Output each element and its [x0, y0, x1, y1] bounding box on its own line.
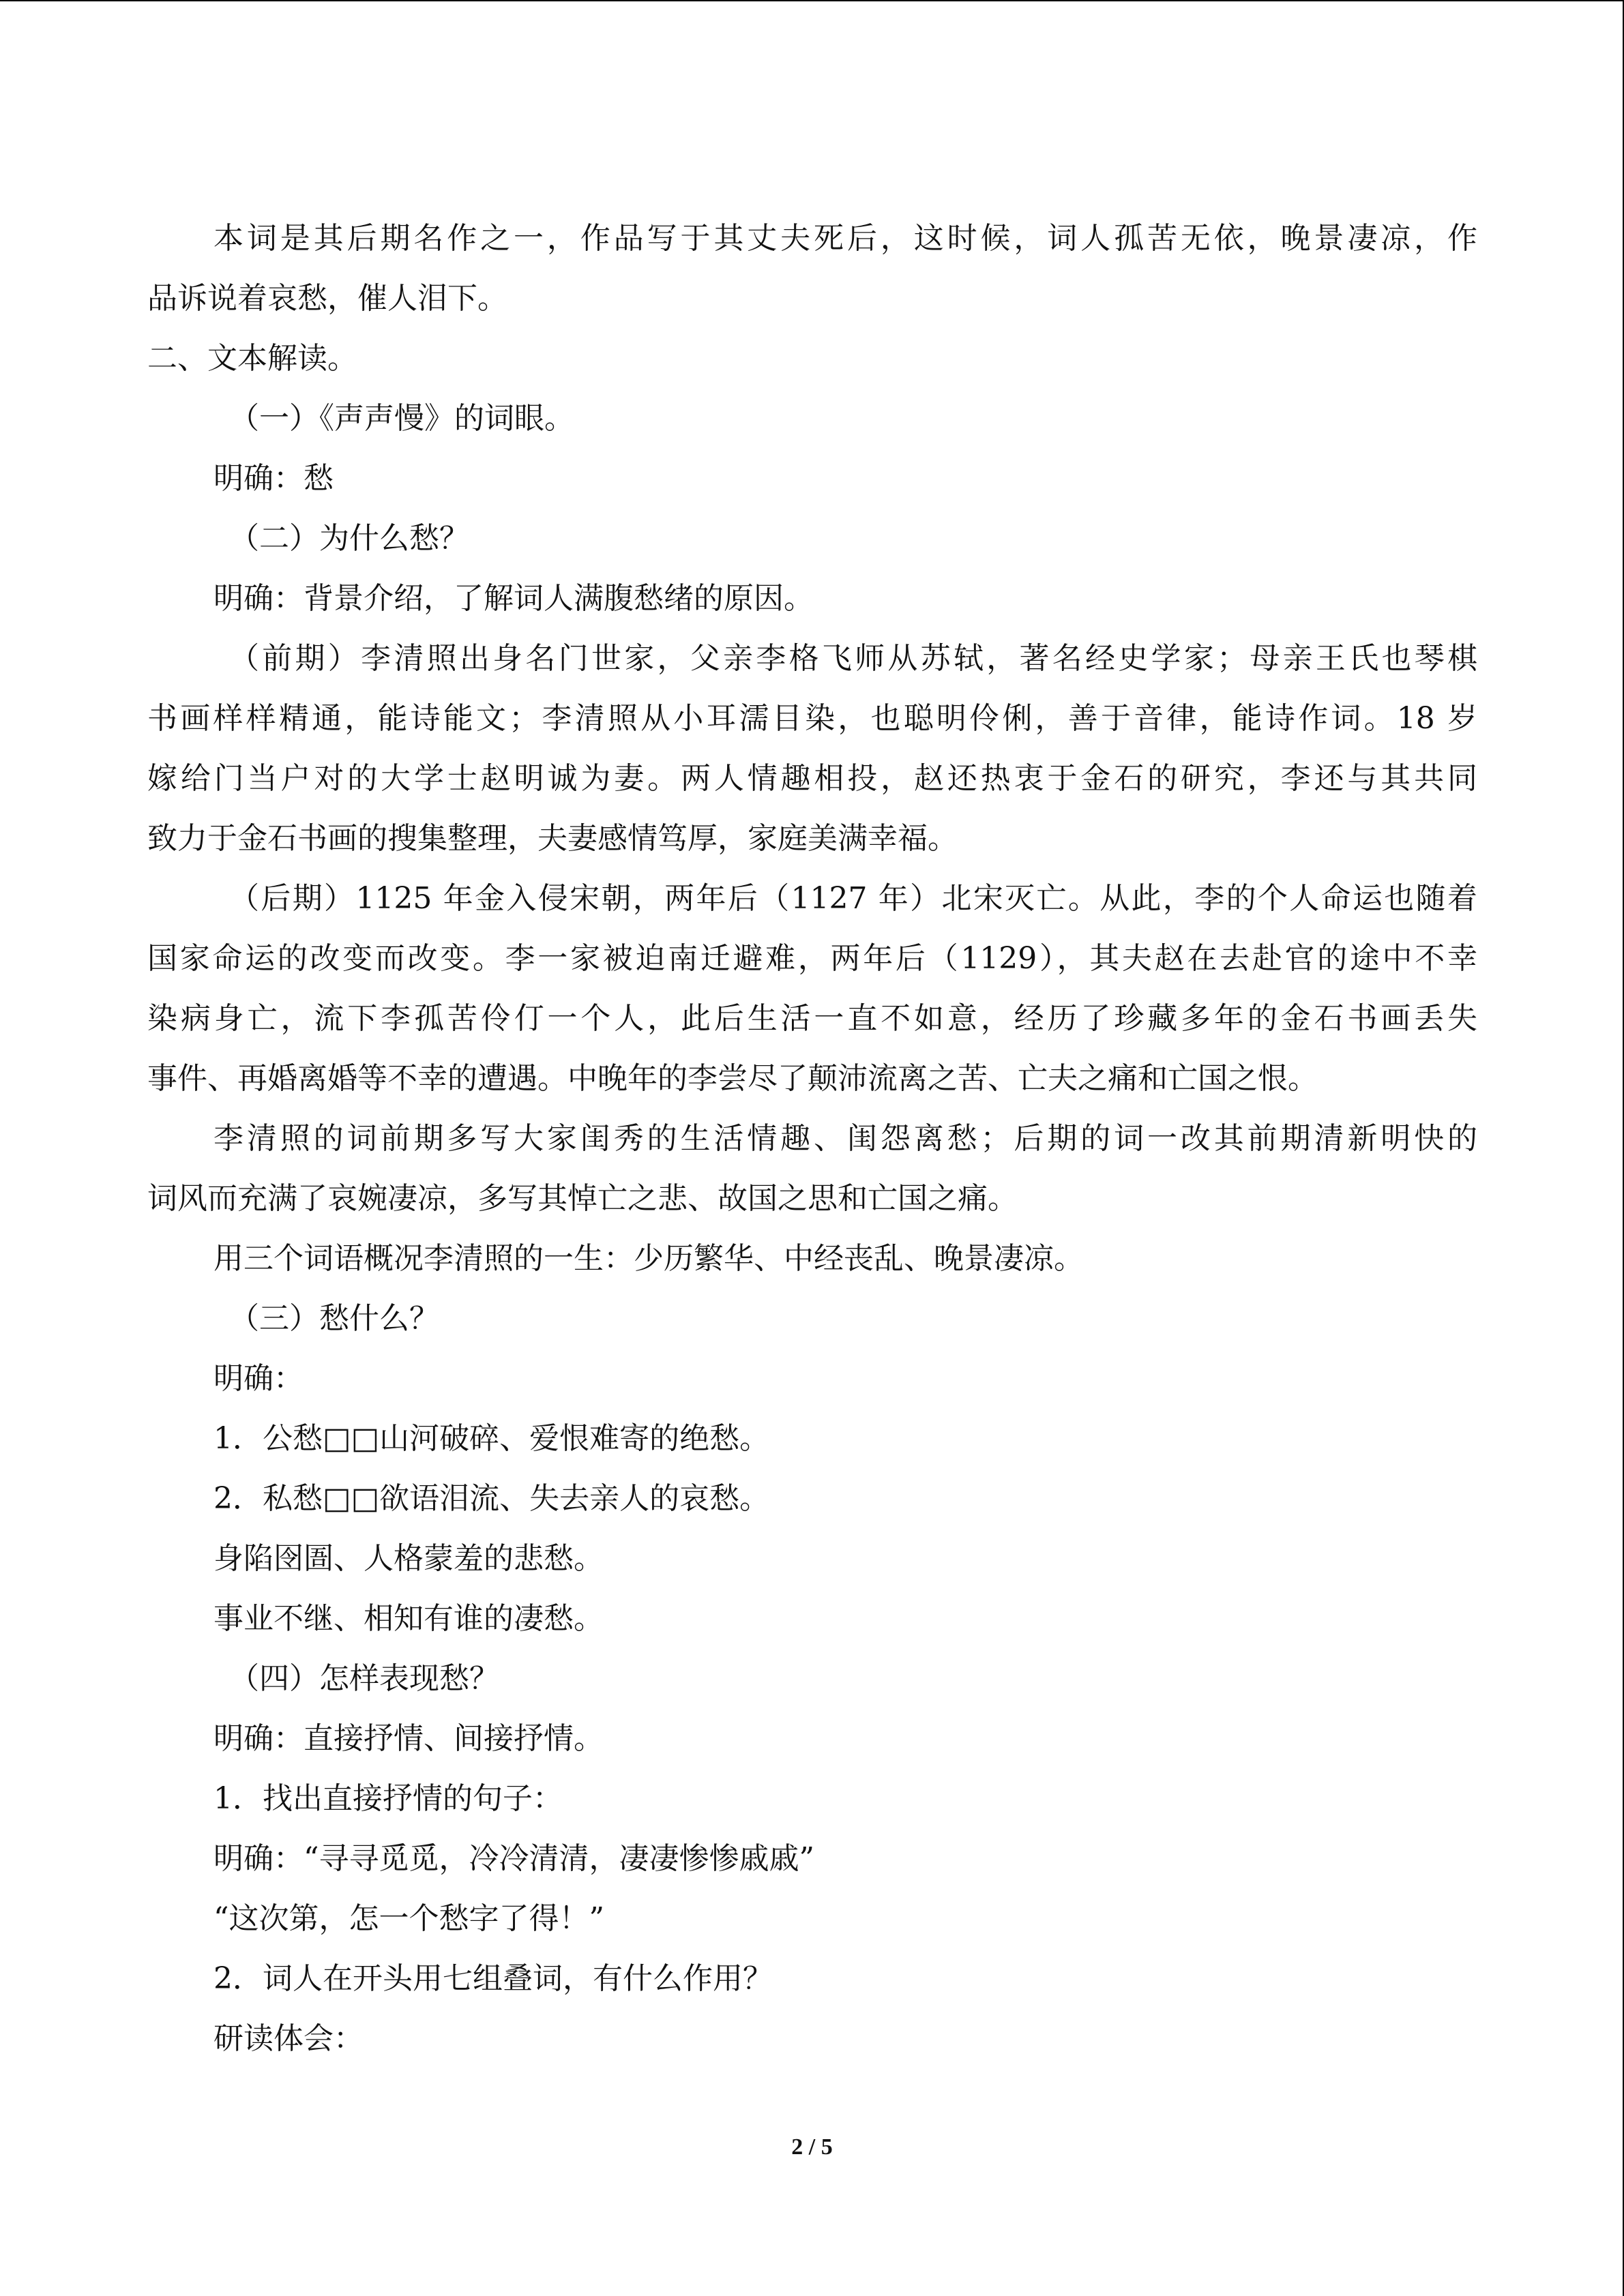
text-line: 明确：“寻寻觅觅，冷冷清清，凄凄惨惨戚戚” — [213, 1841, 814, 1876]
text-line: 1．公愁□□山河破碎、爱恨难寄的绝愁。 — [213, 1421, 770, 1456]
text-line: （一）《声声慢》的词眼。 — [229, 401, 574, 436]
text-line: 二、文本解读。 — [147, 341, 357, 376]
text-line: 致力于金石书画的搜集整理，夫妻感情笃厚，家庭美满幸福。 — [147, 821, 958, 856]
text-line: 嫁给门当户对的大学士赵明诚为妻。两人情趣相投，赵还热衷于金石的研究，李还与其共同 — [147, 761, 1477, 796]
text-line: 书画样样精通，能诗能文；李清照从小耳濡目染，也聪明伶俐，善于音律，能诗作词。18 岁 — [147, 701, 1477, 736]
text-line: 国家命运的改变而改变。李一家被迫南迁避难，两年后（1129），其夫赵在去赴官的途中不幸 — [147, 941, 1477, 976]
text-line: 研读体会： — [213, 2021, 364, 2056]
text-line: 李清照的词前期多写大家闺秀的生活情趣、闺怨离愁；后期的词一改其前期清新明快的 — [213, 1121, 1477, 1156]
text-line: 词风而充满了哀婉凄凉，多写其悼亡之悲、故国之思和亡国之痛。 — [147, 1181, 1018, 1216]
text-line: 染病身亡，流下李孤苦伶仃一个人，此后生活一直不如意，经历了珍藏多年的金石书画丢失 — [147, 1001, 1477, 1036]
text-line: 明确： — [213, 1361, 304, 1396]
top-border — [0, 0, 1624, 1]
text-line: （二）为什么愁？ — [229, 521, 469, 556]
text-line: 2．私愁□□欲语泪流、失去亲人的哀愁。 — [213, 1481, 770, 1516]
text-line: 明确：愁 — [213, 461, 334, 496]
text-line: 品诉说着哀愁，催人泪下。 — [147, 281, 507, 316]
text-line: （前期）李清照出身名门世家，父亲李格飞师从苏轼，著名经史学家；母亲王氏也琴棋 — [229, 641, 1477, 676]
text-line: 明确：背景介绍，了解词人满腹愁绪的原因。 — [213, 581, 814, 616]
text-line: （三）愁什么？ — [229, 1301, 439, 1336]
text-line: 2．词人在开头用七组叠词，有什么作用？ — [213, 1961, 773, 1996]
text-line: “这次第，怎一个愁字了得！” — [213, 1901, 604, 1936]
text-line: 事件、再婚离婚等不幸的遭遇。中晚年的李尝尽了颠沛流离之苦、亡夫之痛和亡国之恨。 — [147, 1061, 1318, 1096]
text-line: 用三个词语概况李清照的一生：少历繁华、中经丧乱、晚景凄凉。 — [213, 1241, 1084, 1276]
text-line: 身陷囹圄、人格蒙羞的悲愁。 — [213, 1541, 604, 1576]
text-line: 明确：直接抒情、间接抒情。 — [213, 1721, 604, 1756]
text-line: 本词是其后期名作之一，作品写于其丈夫死后，这时候，词人孤苦无依，晚景凄凉，作 — [213, 221, 1477, 256]
page-number: 2 / 5 — [791, 2134, 833, 2160]
document-body — [147, 209, 1477, 2069]
text-line: （四）怎样表现愁？ — [229, 1661, 499, 1696]
text-line: （后期）1125 年金入侵宋朝，两年后（1127 年）北宋灭亡。从此，李的个人命运也随着 — [229, 881, 1477, 916]
text-line: 事业不继、相知有谁的凄愁。 — [213, 1601, 604, 1636]
text-line: 1．找出直接抒情的句子： — [213, 1781, 563, 1816]
